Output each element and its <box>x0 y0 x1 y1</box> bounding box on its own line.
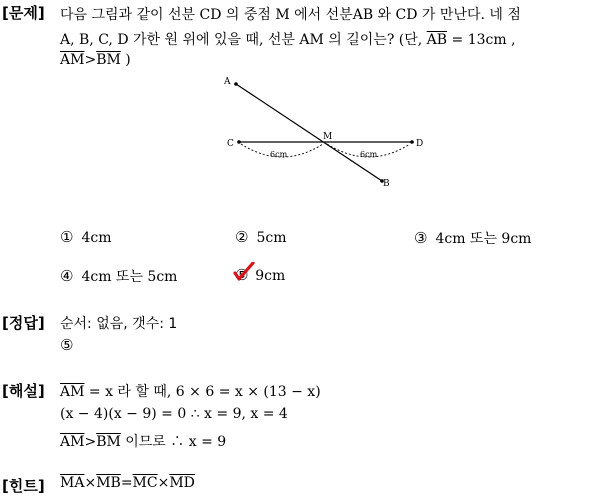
option-4-num: ④ <box>60 267 74 285</box>
option-5-num-text: ⑤ <box>235 266 249 284</box>
exp-line-1-text: = x 라 할 때, 6 × 6 = x × (13 − x) <box>84 384 321 400</box>
option-2-num: ② <box>235 228 249 246</box>
point-d <box>410 140 414 144</box>
option-5-text: 9cm <box>255 268 286 284</box>
hint-ma: $\overline{MA}$ <box>60 475 85 491</box>
option-3-num: ③ <box>414 229 428 247</box>
checkmark-icon <box>233 262 255 282</box>
problem-line-2-text: A, B, C, D 가한 원 위에 있을 때, 선분 AM 의 길이는? (단, <box>60 32 427 48</box>
point-a <box>234 82 238 86</box>
hint-eq: = <box>120 475 133 491</box>
problem-tag: [문제] <box>2 4 45 22</box>
geometry-figure <box>220 72 440 192</box>
segment-bm: $\overline{BM}$ <box>96 52 121 68</box>
segment-ab-line <box>236 84 382 181</box>
gt-sign: > <box>84 52 97 68</box>
option-1-num: ① <box>60 228 74 246</box>
exp-gt: > <box>84 434 97 450</box>
point-c <box>237 140 241 144</box>
option-3[interactable] <box>414 228 531 248</box>
label-b: B <box>383 179 390 189</box>
answer-tag: [정답] <box>2 314 45 332</box>
hint-md: $\overline{MD}$ <box>169 475 195 491</box>
hint-tag: [힌트] <box>2 477 45 495</box>
option-1[interactable] <box>60 228 111 246</box>
label-m: M <box>323 132 333 142</box>
exp-segment-am: $\overline{AM}$ <box>60 384 85 400</box>
exp-segment-am-2: $\overline{AM}$ <box>60 434 85 450</box>
exp-line-3-text: 이므로 ∴ x = 9 <box>120 434 227 450</box>
label-c: C <box>227 139 234 149</box>
explanation-line-1 <box>60 381 321 401</box>
hint-times-2: × <box>157 475 170 491</box>
paren-close: ) <box>120 52 131 68</box>
option-4-text: 4cm 또는 5cm <box>81 269 178 285</box>
explanation-line-3 <box>60 431 226 451</box>
exp-segment-bm: $\overline{BM}$ <box>96 434 121 450</box>
option-3-text: 4cm 또는 9cm <box>435 231 532 247</box>
problem-line-1: 다음 그림과 같이 선분 CD 의 중점 M 에서 선분AB 와 CD 가 만난다. 네 점 <box>60 7 521 23</box>
label-d: D <box>416 139 424 149</box>
segment-ab: $\overline{AB}$ <box>426 32 448 48</box>
hint-line <box>60 475 195 491</box>
segment-am: $\overline{AM}$ <box>60 52 85 68</box>
hint-mc: $\overline{MC}$ <box>132 475 158 491</box>
seg-right-label: 6cm <box>360 150 378 159</box>
answer-order: 순서: 없음, 갯수: 1 <box>60 316 178 332</box>
problem-length: = 13cm , <box>447 32 516 48</box>
seg-left-label: 6cm <box>270 150 288 159</box>
hint-mb: $\overline{MB}$ <box>96 475 121 491</box>
label-a: A <box>224 77 231 87</box>
option-4[interactable] <box>60 266 177 286</box>
hint-times-1: × <box>84 475 97 491</box>
option-2[interactable] <box>235 228 286 246</box>
option-1-text: 4cm <box>81 230 112 246</box>
option-2-text: 5cm <box>256 230 287 246</box>
option-5-num <box>235 266 253 284</box>
option-5[interactable] <box>235 266 285 284</box>
problem-line-3 <box>60 52 131 68</box>
answer-value: ⑤ <box>60 336 74 354</box>
problem-line-2 <box>60 29 516 49</box>
explanation-tag: [해설] <box>2 382 45 400</box>
explanation-line-2: (x − 4)(x − 9) = 0 ∴ x = 9, x = 4 <box>60 406 288 422</box>
